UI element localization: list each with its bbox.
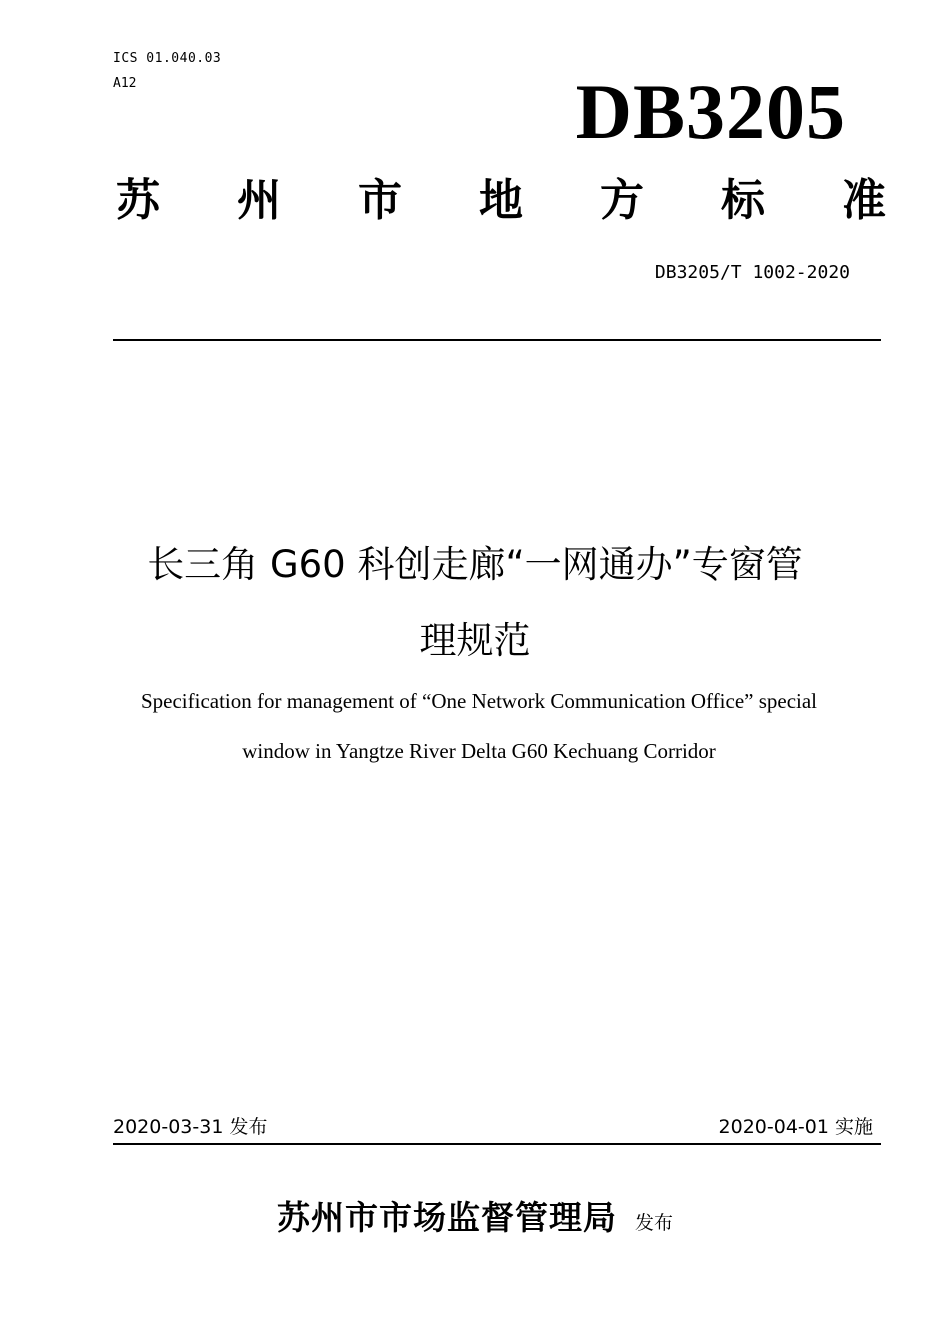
implementation-date: 2020-04-01 实施	[718, 1116, 873, 1138]
standard-code: DB3205	[575, 68, 846, 155]
top-divider	[113, 339, 881, 341]
title-chinese-line-2: 理规范	[419, 619, 531, 662]
standard-type-char: 标	[721, 175, 765, 226]
bottom-divider	[113, 1143, 881, 1145]
standard-type-char: 苏	[116, 175, 160, 226]
publisher-suffix: 发布	[634, 1212, 673, 1234]
standard-type	[116, 174, 886, 228]
title-chinese-line-1: 长三角 G60 科创走廊“一网通办”专窗管	[147, 543, 803, 586]
publisher	[0, 1196, 950, 1240]
issue-date: 2020-03-31 发布	[113, 1116, 268, 1138]
classification-code: A12	[113, 76, 137, 91]
standard-number: DB3205/T 1002-2020	[654, 262, 850, 283]
standard-type-char: 地	[479, 175, 523, 226]
ics-code: ICS 01.040.03	[113, 51, 222, 66]
standard-type-char: 州	[237, 175, 281, 226]
publisher-name: 苏州市市场监督管理局	[276, 1198, 617, 1237]
standard-type-char: 方	[600, 175, 644, 226]
title-english-line-1: Specification for management of “One Network Communication Office” special	[140, 689, 818, 713]
standard-type-char: 准	[842, 175, 886, 226]
title-english-line-2: window in Yangtze River Delta G60 Kechuang Corridor	[242, 739, 716, 763]
standard-type-char: 市	[358, 175, 402, 226]
